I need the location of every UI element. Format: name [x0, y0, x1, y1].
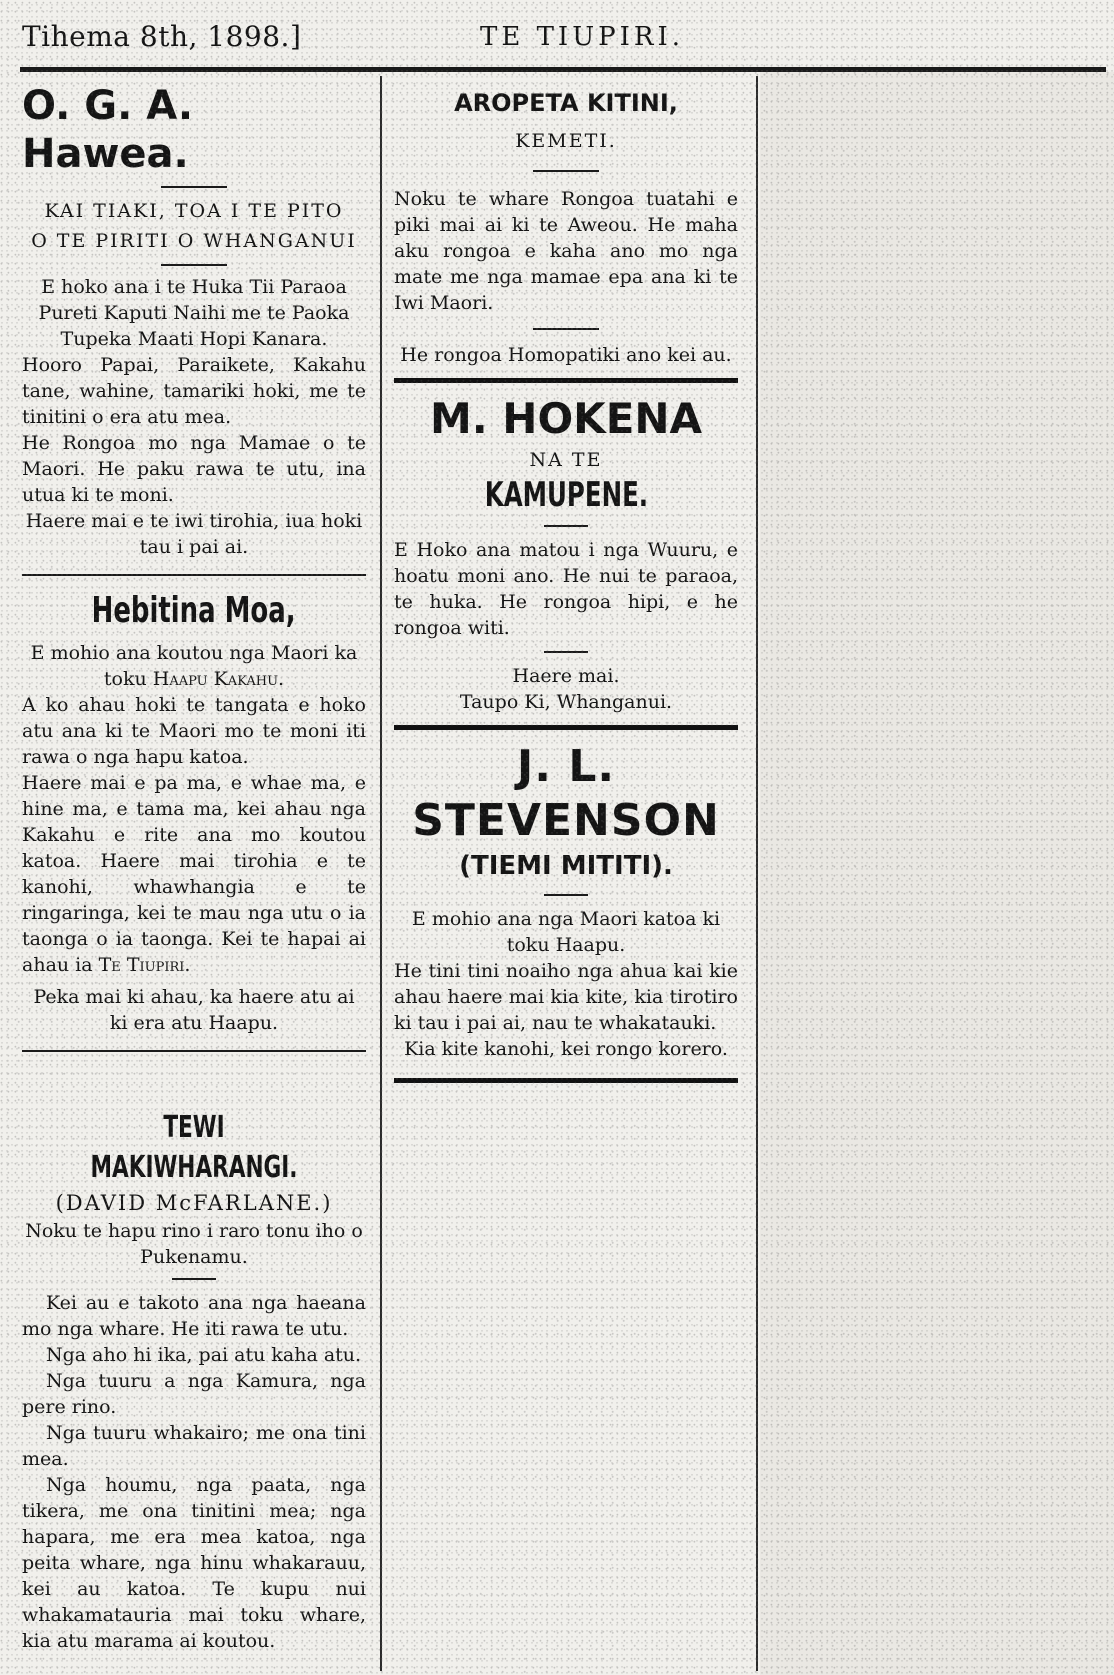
ad-hebitina-paragraph: A ko ahau hoki te tangata e hoko atu ana ki te Maori mo te moni iti rawa o nga hapu katoa.: [22, 694, 366, 768]
ad-hawea-subtitle-1: KAI TIAKI, TOA I TE PITO: [44, 200, 344, 222]
small-rule: [533, 328, 599, 330]
ad-hebitina: [22, 588, 366, 1036]
small-rule: [172, 1278, 216, 1280]
ad-aropeta: [394, 86, 738, 368]
section-rule-thick: [394, 725, 738, 730]
ad-stevenson-paragraph: He tini tini noaiho nga ahua kai kie ahau haere mai kia kite, kia tirotiro ki tau i pai ai, nau te whakatauki.: [394, 960, 738, 1034]
small-rule: [544, 525, 588, 527]
small-rule: [161, 264, 227, 266]
issue-date: Tihema 8th, 1898.]: [22, 20, 302, 53]
ad-hawea: [22, 82, 366, 560]
ad-aropeta-subtitle: KEMETI.: [515, 130, 617, 152]
ad-hokena-haere: Haere mai.: [512, 665, 620, 687]
header-rule: [20, 67, 1106, 72]
ad-hokena: [394, 393, 738, 715]
small-rule: [533, 170, 599, 172]
column-left: [22, 80, 366, 1654]
ad-stevenson-subtitle: (TIEMI MITITI).: [459, 851, 673, 881]
ad-stevenson-paragraph: E mohio ana nga Maori katoa ki toku Haapu.: [411, 908, 721, 956]
section-rule-thick: [394, 1078, 738, 1083]
ad-tewi-title: TEWI MAKIWHARANGI.: [90, 1110, 298, 1185]
ad-hokena-na-te: NA TE: [529, 449, 603, 471]
ad-hebitina-text: Haere mai e pa ma, e whae ma, e hine ma, e tama ma, kei ahau nga Kakahu e rite ana mo koutou katoa. Haere mai tirohia e te kanohi, whawhangia e te ringaringa, kei te mau nga utu o ia taonga o ia taonga. Kei te hapai ai ahau ia: [22, 772, 366, 976]
ad-tewi-paragraph: Nga houmu, nga paata, nga tikera, me ona tinitini mea; nga hapara, me era mea katoa, nga peita whare, nga hinu whakarauu, kei au katoa. Te kupu nui whakamatauria mai toku whare, kia atu marama ai koutou.: [22, 1474, 366, 1652]
ad-hawea-paragraph: E hoko ana i te Huka Tii Paraoa Pureti Kaputi Naihi me te Paoka Tupeka Maati Hopi Kanara.: [38, 276, 350, 350]
ad-hawea-subtitle-2: O TE PIRITI O WHANGANUI: [31, 230, 357, 252]
column-divider-2: [756, 76, 758, 1671]
ad-hawea-paragraph: He Rongoa mo nga Mamae o te Maori. He paku rawa te utu, ina utua ki te moni.: [22, 432, 366, 506]
ad-hokena-company: KAMUPENE.: [484, 475, 648, 515]
ad-hawea-paragraph: Hooro Papai, Paraikete, Kakahu tane, wahine, tamariki hoki, me te tinitini o era atu mea.: [22, 354, 366, 428]
ad-stevenson: [394, 740, 738, 1062]
ad-hebitina-paragraph: Peka mai ki ahau, ka haere atu ai ki era atu Haapu.: [33, 986, 355, 1034]
small-rule: [544, 651, 588, 653]
ad-hebitina-paper-name: Te Tiupiri.: [98, 954, 191, 976]
small-rule: [544, 894, 588, 896]
section-rule: [22, 574, 366, 576]
ad-hebitina-paragraph: [22, 770, 366, 978]
ad-hawea-paragraph: Haere mai e te iwi tirohia, iua hoki tau i pai ai.: [25, 510, 363, 558]
column-divider-1: [380, 76, 382, 1671]
ad-hebitina-title: Hebitina Moa,: [92, 590, 296, 631]
ad-stevenson-title: J. L. STEVENSON: [412, 741, 720, 846]
ad-hebitina-shop-name: Haapu Kakahu.: [152, 668, 285, 690]
small-rule: [161, 186, 227, 188]
paper-title: TE TIUPIRI.: [480, 22, 684, 52]
section-rule-thick: [394, 378, 738, 383]
ad-hebitina-paragraph: [22, 640, 366, 692]
ad-tewi-paragraph: Nga tuuru a nga Kamura, nga pere rino.: [22, 1370, 366, 1418]
ad-hokena-paragraph: E Hoko ana matou i nga Wuuru, e hoatu moni ano. He nui te paraoa, te huka. He rongoa hipi, e he rongoa witi.: [394, 539, 738, 639]
ad-tewi-paragraph: Kei au e takoto ana nga haeana mo nga whare. He iti rawa te utu.: [22, 1292, 366, 1340]
ad-hokena-title: M. HOKENA: [429, 394, 703, 443]
ad-aropeta-title: AROPETA KITINI,: [454, 89, 678, 117]
ad-stevenson-paragraph: Kia kite kanohi, kei rongo korero.: [404, 1038, 728, 1060]
ad-tewi: [22, 1108, 366, 1654]
ad-aropeta-paragraph: Noku te whare Rongoa tuatahi e piki mai ai ki te Aweou. He maha aku rongoa e kaha ano mo nga mate me nga mamae epa ana ki te Iwi Maori.: [394, 188, 738, 314]
ad-tewi-subtitle: (DAVID McFARLANE.): [55, 1191, 333, 1215]
ad-tewi-intro: Noku te hapu rino i raro tonu iho o Pukenamu.: [25, 1220, 363, 1268]
section-rule: [22, 1050, 366, 1052]
ad-hawea-title: O. G. A. Hawea.: [22, 83, 194, 177]
ad-tewi-paragraph: Nga tuuru whakairo; me ona tini mea.: [22, 1422, 366, 1470]
ad-aropeta-paragraph: He rongoa Homopatiki ano kei au.: [400, 344, 732, 366]
blank-column-area: [760, 72, 1114, 1675]
ad-tewi-paragraph: Nga aho hi ika, pai atu kaha atu.: [46, 1344, 362, 1366]
ad-hokena-place: Taupo Ki, Whanganui.: [459, 691, 673, 713]
ad-hebitina-text: E mohio ana koutou nga Maori ka toku: [30, 642, 358, 690]
column-middle: [394, 86, 738, 1093]
